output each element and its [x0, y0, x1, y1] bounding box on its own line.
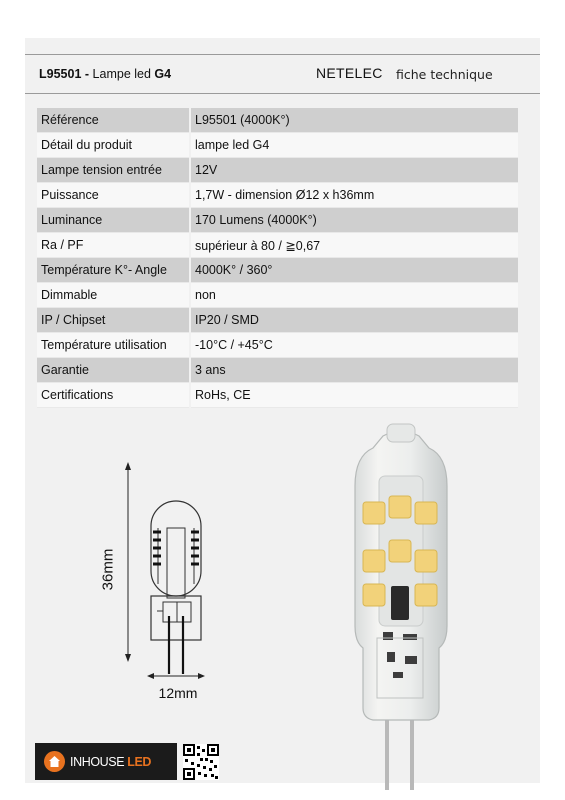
document-type: fiche technique [396, 67, 493, 82]
table-row [37, 283, 518, 308]
spec-value: 12V [190, 158, 518, 183]
specs-table [37, 108, 518, 408]
spec-value: -10°C / +45°C [190, 333, 518, 358]
spec-label: Température K°- Angle [37, 258, 190, 283]
table-row [37, 208, 518, 233]
g4-led-bulb-image [343, 416, 459, 791]
spec-label: Température utilisation [37, 333, 190, 358]
spec-label: Dimmable [37, 283, 190, 308]
spec-value: 3 ans [190, 358, 518, 383]
brand-name: NETELEC [316, 65, 383, 81]
qr-code-icon [183, 744, 219, 780]
table-row [37, 233, 518, 258]
width-dimension-label: 12mm [158, 685, 198, 701]
table-row [37, 133, 518, 158]
inhouseled-logo [35, 743, 177, 780]
spec-label: Lampe tension entrée [37, 158, 190, 183]
table-row [37, 183, 518, 208]
spec-value: RoHs, CE [190, 383, 518, 408]
spec-label: Certifications [37, 383, 190, 408]
product-heading [39, 67, 171, 81]
spec-label: Luminance [37, 208, 190, 233]
spec-value: IP20 / SMD [190, 308, 518, 333]
spec-value: non [190, 283, 518, 308]
logo-text: INHOUSE LED [70, 754, 152, 769]
product-code: L95501 [39, 67, 82, 81]
spec-value: lampe led G4 [190, 133, 518, 158]
header-divider [25, 93, 540, 94]
spec-value: 1,7W - dimension Ø12 x h36mm [190, 183, 518, 208]
table-row [37, 258, 518, 283]
spec-label: Référence [37, 108, 190, 133]
spec-label: Garantie [37, 358, 190, 383]
table-row [37, 108, 518, 133]
product-photo [343, 416, 459, 791]
header [25, 55, 540, 93]
table-row [37, 333, 518, 358]
spec-value: 170 Lumens (4000K°) [190, 208, 518, 233]
spec-value: 4000K° / 360° [190, 258, 518, 283]
datasheet [25, 38, 540, 783]
table-row [37, 358, 518, 383]
product-title-prefix: Lampe led [92, 67, 151, 81]
table-row [37, 158, 518, 183]
spec-label: IP / Chipset [37, 308, 190, 333]
height-dimension-label: 36mm [99, 548, 117, 591]
dimension-diagram [95, 456, 225, 706]
spec-label: Ra / PF [37, 233, 190, 258]
house-icon [44, 751, 65, 772]
spec-value: L95501 (4000K°) [190, 108, 518, 133]
spec-value: supérieur à 80 / ≧0,67 [190, 233, 518, 258]
table-row [37, 383, 518, 408]
heading-separator: - [84, 67, 90, 81]
spec-label: Puissance [37, 183, 190, 208]
table-row [37, 308, 518, 333]
product-title-bold: G4 [154, 67, 172, 81]
spec-label: Détail du produit [37, 133, 190, 158]
